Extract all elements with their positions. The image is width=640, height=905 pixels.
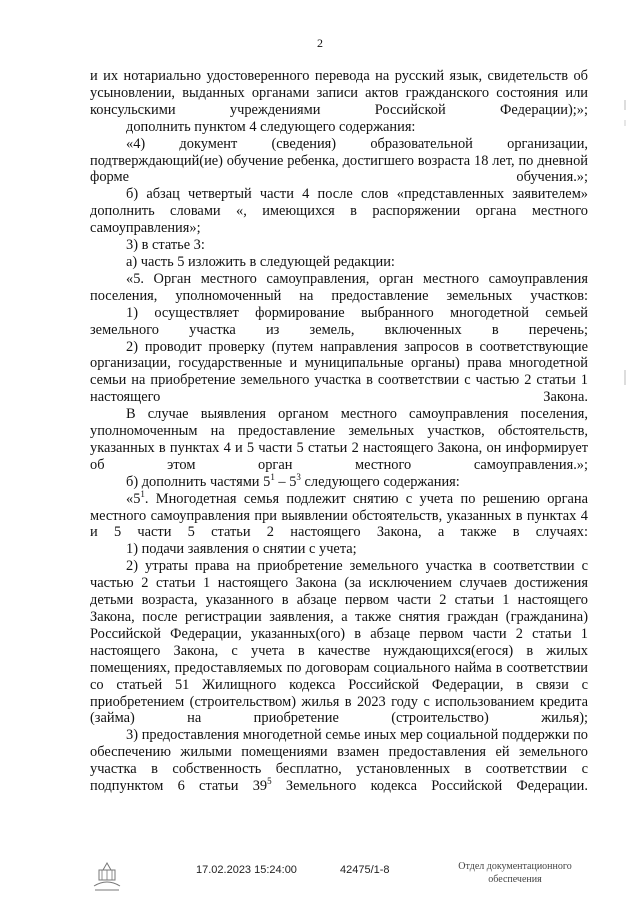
paragraph-11-sup-2: 3 [296, 471, 301, 482]
paragraph-11 [90, 471, 588, 491]
paragraph-11-text-c: следующего содержания: [300, 473, 460, 490]
paragraph-11-text-b: – 5 [274, 473, 297, 490]
paragraph-5: 3) в статье 3: [126, 237, 205, 254]
paragraph-2: дополнить пунктом 4 следующего содержания: [126, 118, 416, 135]
paragraph-6: а) часть 5 изложить в следующей редакции: [126, 253, 395, 270]
document-body [90, 68, 588, 795]
footer-document-code: 42475/1-8 [340, 864, 390, 876]
paragraph-12-text-a: «5 [126, 490, 141, 507]
footer-department-line-1: Отдел документационного [458, 861, 572, 872]
paragraph-9: 2) проводит проверку (путем направления запросов в соответствующие организации, государственные и муниципальные органы) права многодетной семьи на приобретение земельного участка в соответствии с частью 2 статьи 1 настоящего Закона. [90, 338, 588, 406]
paragraph-15-text-a: 3) предоставления многодетной семье иных мер социальной поддержки по обеспечению жилыми помещениями взамен предоставления ей земельного участка в собственность бесплатно, установленных в соответствии с подпунктом 6 статьи 39 [90, 727, 588, 795]
paragraph-12 [90, 488, 588, 542]
paragraph-1: и их нотариально удостоверенного перевода на русский язык, свидетельств об усыновлении, выданных органами записи актов гражданского состояния или консульскими учреждениями Российской Федерации);»; [90, 68, 588, 118]
emblem-icon [90, 860, 124, 894]
paragraph-11-text-a: б) дополнить частями 5 [126, 473, 271, 490]
document-footer [0, 860, 640, 900]
paragraph-12-text-b: . Многодетная семья подлежит снятию с учета по решению органа местного самоуправления при выявлении обстоятельств, указанных в пунктах 4 и 5 части 5 статьи 2 настоящего Закона, а также в случаях: [90, 490, 588, 541]
paragraph-8: 1) осуществляет формирование выбранного многодетной семьей земельного участка из земель, включенных в перечень; [90, 304, 588, 338]
page-number: 2 [317, 36, 323, 50]
paragraph-15-text-b: Земельного кодекса Российской Федерации. [271, 778, 588, 795]
paragraph-12-sup-1: 1 [140, 488, 145, 499]
paragraph-13: 1) подачи заявления о снятии с учета; [126, 541, 357, 558]
paragraph-7: «5. Орган местного самоуправления, орган местного самоуправления поселения, уполномоченный на предоставление земельных участков: [90, 270, 588, 304]
paragraph-15 [90, 727, 588, 795]
footer-department-stamp [440, 860, 590, 886]
paragraph-14: 2) утраты права на приобретение земельного участка в соответствии с частью 2 статьи 1 настоящего Закона (за исключением случаев достижения детьми возраста, указанного в абзаце первом части 2 статьи 1 настоящего Закона, после регистрации заявления, а также снятия граждан (гражданина) Российской Федерации, указанных(ого) в абзаце первом части 2 статьи 1 настоящего Закона, с учета в качестве нуждающихся(егося) в жилых помещениях, предоставляемых по договорам социального найма в соответствии со статьей 51 Жилищного кодекса Российской Федерации, в связи с приобретением (строительством) жилья в 2023 году с использованием кредита (займа) на приобретение (строительство) жилья); [90, 558, 588, 727]
footer-department-line-2: обеспечения [488, 874, 542, 885]
paragraph-15-sup-1: 5 [267, 776, 272, 787]
paragraph-10: В случае выявления органом местного самоуправления поселения, уполномоченным на предоставление земельных участков, обстоятельств, указанных в пунктах 4 и 5 части 5 статьи 2 настоящего Закона, он информирует об этом орган местного самоуправления.»; [90, 406, 588, 473]
paragraph-4: б) абзац четвертый части 4 после слов «представленных заявителем» дополнить словами «, имеющихся в распоряжении органа местного самоуправления»; [90, 186, 588, 237]
paragraph-11-sup-1: 1 [270, 471, 275, 482]
paragraph-3: «4) документ (сведения) образовательной организации, подтверждающий(ие) обучение ребенка, достигшего возраста 18 лет, по дневной форме обучения.»; [90, 135, 588, 186]
margin-scan-marks [620, 100, 630, 400]
footer-timestamp: 17.02.2023 15:24:00 [196, 864, 297, 876]
